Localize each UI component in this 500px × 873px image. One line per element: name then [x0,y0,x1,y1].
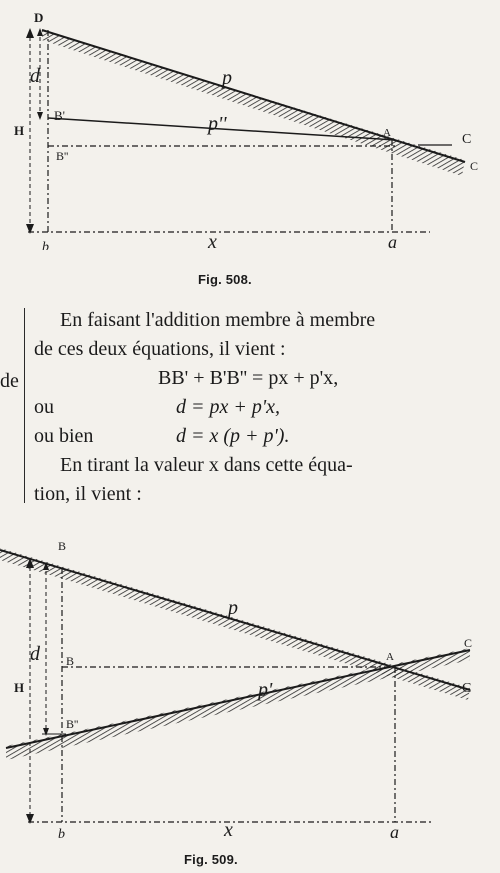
label-D: D [34,10,44,25]
label-B-top: B [58,539,67,553]
slope-line-p [42,30,465,162]
label-a: a [388,232,397,250]
text-line-5-prefix: ou bien [34,425,94,447]
label-C-upper: C [462,132,472,147]
label-C-upper: C [464,636,473,650]
label-p: p [228,597,238,619]
label-B1: B' [54,108,66,123]
text-line-7: tion, il vient : [34,483,142,505]
label-H: H [14,123,25,138]
label-H: H [14,680,25,695]
label-a: a [390,822,399,842]
label-B2: B'' [66,717,79,731]
arrow-h-top [26,28,34,38]
text-line-1: En faisant l'addition membre à membre [60,309,376,331]
label-A: A [383,127,391,139]
label-C-lower: C [470,159,479,173]
label-p: p [222,67,232,89]
label-B-mid: B [66,654,75,668]
label-b: b [42,240,49,250]
body-text [0,300,500,510]
label-p-prime: p' [258,679,273,701]
caption-fig-508: Fig. 508. [198,272,252,287]
equation-2: d = px + p'x, [176,396,281,418]
label-C-lower: C [462,681,472,696]
equation-3: d = x (p + p'). [176,425,290,447]
slope-line-p-prime [6,650,470,748]
equation-1: BB' + B'B'' = px + p'x, [158,367,339,389]
arrow-d-bottom [43,728,49,736]
margin-rule [24,308,25,503]
label-B2: B'' [56,149,69,163]
text-line-4-prefix: ou [34,396,54,418]
label-d: d [30,643,40,665]
slope-hatch [42,30,465,176]
margin-word: de [0,370,19,392]
label-p-prime: p'' [208,113,227,135]
label-A: A [386,651,394,663]
label-x: x [224,819,233,841]
caption-fig-509: Fig. 509. [184,852,238,867]
figure-509 [0,520,500,850]
label-x: x [208,231,217,250]
text-line-6: En tirant la valeur x dans cette équa- [60,454,353,476]
arrow-d-bottom [37,112,43,120]
label-d: d [30,65,40,87]
text-line-2: de ces deux équations, il vient : [34,338,286,360]
label-b: b [58,827,65,842]
figure-508 [0,0,500,250]
